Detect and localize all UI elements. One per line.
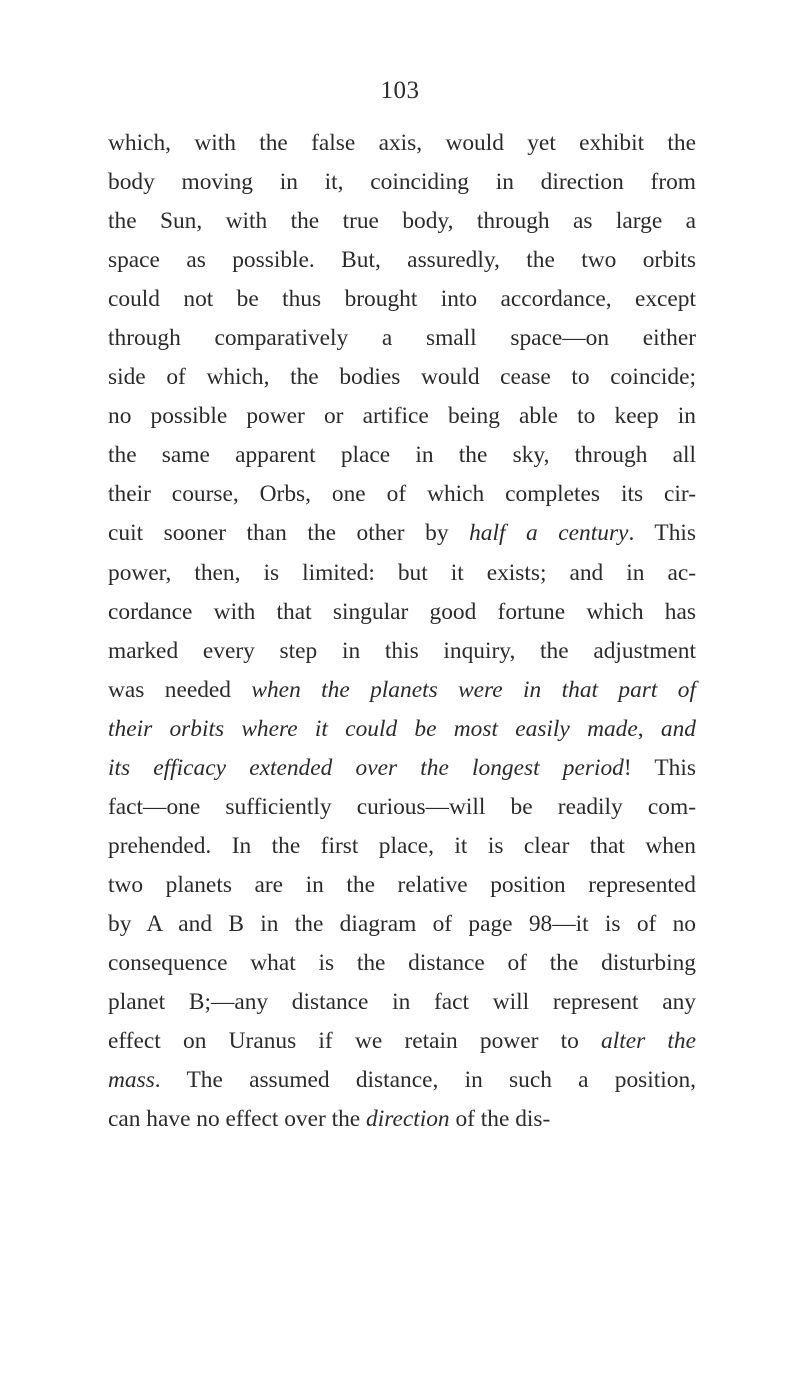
text-line <box>108 124 696 163</box>
italic-text: their orbits where it could be most easily made <box>108 715 638 742</box>
text-line <box>108 202 696 241</box>
italic-text: alter the <box>601 1028 696 1055</box>
text-line <box>108 749 696 788</box>
text-line <box>108 475 696 514</box>
italic-text: its efficacy extended over the longest period <box>108 754 624 781</box>
text-line <box>108 866 696 905</box>
text-line <box>108 436 696 475</box>
text-line <box>108 671 696 710</box>
text-segment: planet B;—any distance in fact will represent any <box>108 989 696 1016</box>
text-segment: consequence what is the distance of the disturbing <box>108 949 696 976</box>
text-segment: . This <box>628 520 697 547</box>
text-segment: , <box>637 715 661 742</box>
italic-text: half a century <box>469 520 629 547</box>
italic-text: and <box>660 715 696 742</box>
text-line <box>108 905 696 944</box>
text-line <box>108 358 696 397</box>
page-number: 103 <box>380 77 420 104</box>
text-segment: the Sun, with the true body, through as large a <box>108 208 696 235</box>
text-segment: of the dis- <box>449 1106 551 1133</box>
text-line <box>108 1100 696 1139</box>
text-segment: marked every step in this inquiry, the adjustment <box>108 637 696 664</box>
text-segment: body moving in it, coinciding in direction from <box>108 169 696 196</box>
text-line <box>108 280 696 319</box>
text-segment: could not be thus brought into accordance, except <box>108 286 696 313</box>
text-line <box>108 163 696 202</box>
text-line <box>108 983 696 1022</box>
text-line <box>108 593 696 632</box>
text-line <box>108 1061 696 1100</box>
text-segment: fact—one sufficiently curious—will be readily com- <box>108 793 696 820</box>
text-segment: power, then, is limited: but it exists; and in ac- <box>108 559 696 586</box>
text-segment: . The assumed distance, in such a position, <box>154 1067 696 1094</box>
text-line <box>108 710 696 749</box>
italic-text: when the planets were in that part of <box>251 676 696 703</box>
text-segment: effect on Uranus if we retain power to <box>108 1028 602 1055</box>
text-segment: no possible power or artifice being able to keep in <box>108 403 696 430</box>
text-segment: side of which, the bodies would cease to coincide; <box>108 364 696 391</box>
text-segment: the same apparent place in the sky, through all <box>108 442 696 469</box>
text-line <box>108 944 696 983</box>
text-line <box>108 554 696 593</box>
text-segment: was needed <box>108 676 252 703</box>
italic-text: mass <box>108 1067 155 1094</box>
text-line <box>108 241 696 280</box>
text-line <box>108 319 696 358</box>
text-segment: space as possible. But, assuredly, the two orbits <box>108 247 696 274</box>
text-segment: their course, Orbs, one of which completes its cir- <box>108 481 696 508</box>
body-text <box>108 124 696 1139</box>
text-segment: ! This <box>623 754 696 781</box>
text-segment: can have no effect over the <box>108 1106 367 1133</box>
text-segment: cuit sooner than the other by <box>108 520 470 547</box>
text-line <box>108 1022 696 1061</box>
text-segment: which, with the false axis, would yet exhibit the <box>108 130 696 156</box>
italic-text: direction <box>366 1106 450 1133</box>
text-line <box>108 514 696 553</box>
text-line <box>108 788 696 827</box>
text-segment: prehended. In the first place, it is clear that when <box>108 832 696 859</box>
text-segment: by A and B in the diagram of page 98—it is of no <box>108 910 696 937</box>
text-segment: two planets are in the relative position represented <box>108 871 696 898</box>
text-line <box>108 632 696 671</box>
text-segment: cordance with that singular good fortune which has <box>108 598 696 625</box>
text-line <box>108 397 696 436</box>
text-line <box>108 827 696 866</box>
text-segment: through comparatively a small space—on either <box>108 325 696 352</box>
